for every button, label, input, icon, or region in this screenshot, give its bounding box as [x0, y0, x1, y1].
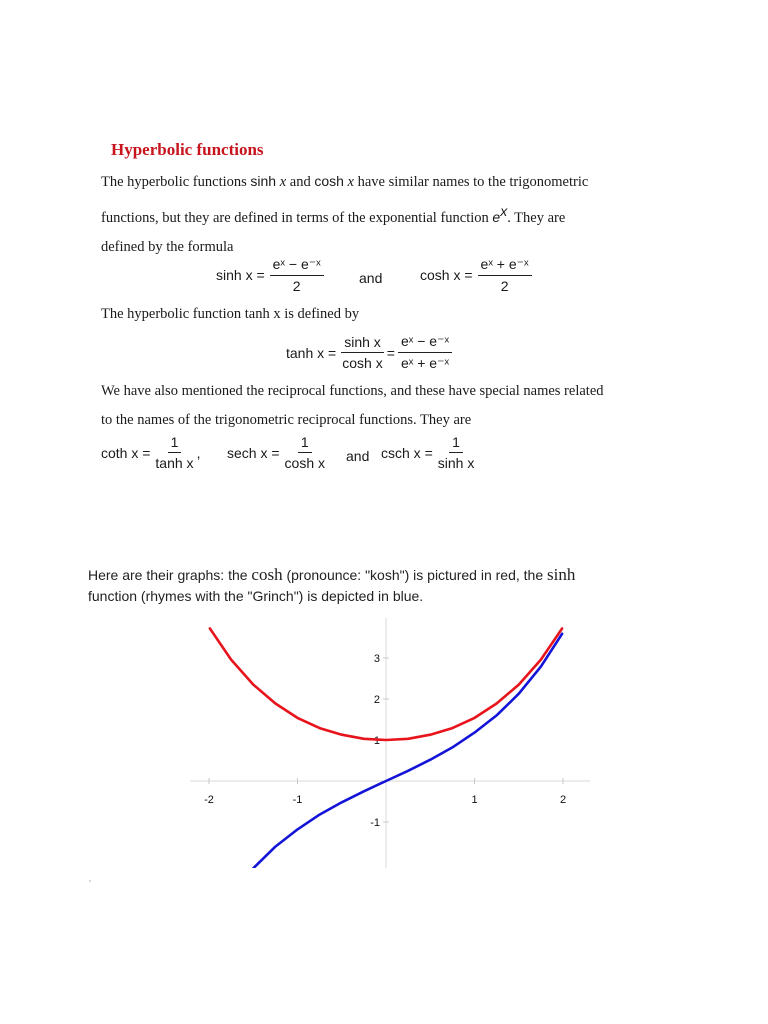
comma: , — [196, 444, 201, 461]
formula-lhs: sinh x = — [216, 267, 265, 283]
formula-and-2 — [346, 448, 369, 464]
fraction-numerator: eˣ − e⁻ˣ — [398, 333, 452, 353]
paragraph-intro — [101, 167, 661, 262]
formula-lhs: tanh x = — [286, 344, 337, 361]
fraction — [285, 434, 325, 471]
paragraph-reciprocal-line-2: to the names of the trigonometric reciprocal functions. They are — [101, 412, 472, 428]
fraction-numerator: 1 — [168, 434, 182, 453]
math-cosh: cosh — [251, 565, 283, 584]
formula-coth — [101, 434, 200, 471]
paragraph-reciprocal — [101, 377, 681, 435]
fraction — [341, 334, 384, 371]
paragraph-intro-line-1 — [101, 167, 661, 197]
fraction-numerator: eˣ + e⁻ˣ — [478, 256, 532, 276]
x-tick-label: -1 — [292, 794, 303, 806]
text-run: function (rhymes with the "Grinch") is depicted in blue. — [88, 588, 424, 604]
formula-and-word: and — [359, 270, 383, 286]
graph-axes — [190, 618, 590, 868]
fraction — [155, 434, 193, 471]
paragraph-tanh: The hyperbolic function tanh x is defined by — [101, 306, 360, 322]
math-cosh: cosh — [314, 173, 344, 189]
fraction-numerator: eˣ − e⁻ˣ — [270, 256, 324, 276]
formula-lhs: csch x = — [381, 444, 433, 461]
x-tick-label: 2 — [559, 794, 567, 806]
formula-and — [359, 270, 382, 286]
fraction-denominator: 2 — [292, 278, 301, 294]
fraction-denominator: 2 — [500, 278, 509, 294]
paragraph-intro-line-3: defined by the formula — [101, 238, 234, 255]
fraction — [270, 256, 324, 294]
fraction-numerator: sinh x — [341, 334, 384, 353]
formula-sinh — [216, 256, 327, 294]
fraction-numerator: 1 — [298, 434, 312, 453]
equals-sign: = — [386, 344, 395, 361]
fraction-denominator: sinh x — [437, 455, 475, 471]
y-tick-label: 3 — [373, 653, 380, 665]
formula-cosh — [420, 256, 535, 294]
y-tick-label: 2 — [373, 694, 380, 706]
text-run: Here are their graphs: the — [88, 567, 252, 583]
text-run: functions, but they are defined in terms of the exponential function — [101, 209, 493, 226]
stray-mark — [89, 880, 91, 882]
math-e: e — [492, 208, 501, 225]
y-tick-label: -1 — [370, 817, 380, 829]
fraction-denominator: cosh x — [342, 355, 383, 371]
fraction-denominator: eˣ + e⁻ˣ — [400, 355, 450, 371]
y-tick-label: 1 — [373, 735, 380, 747]
text-run: (pronounce: "kosh") is pictured in red, the — [282, 567, 548, 583]
fraction — [438, 434, 475, 471]
formula-and-word: and — [346, 448, 370, 464]
math-exponent: x — [500, 203, 508, 219]
formula-lhs: cosh x = — [420, 267, 473, 283]
hyperbolic-graph — [190, 618, 590, 868]
fraction-numerator: 1 — [449, 434, 463, 453]
formula-sech — [227, 434, 328, 471]
paragraph-intro-line-2 — [101, 197, 661, 233]
text-run: and — [286, 174, 315, 190]
fraction-denominator: cosh x — [284, 455, 325, 471]
fraction — [398, 333, 452, 372]
section-heading: Hyperbolic functions — [111, 140, 264, 159]
formula-tanh — [286, 333, 455, 372]
math-x: x — [279, 174, 287, 190]
text-run: have similar names to the trigonometric — [353, 174, 589, 190]
fraction-denominator: tanh x — [155, 455, 194, 471]
text-run: The hyperbolic functions — [101, 174, 251, 190]
math-sinh: sinh — [547, 565, 576, 584]
formula-csch — [381, 434, 477, 471]
x-tick-label: -2 — [204, 794, 214, 806]
text-run: . They are — [507, 209, 566, 226]
math-x: x — [347, 174, 354, 190]
fraction — [478, 256, 532, 294]
math-sinh: sinh — [250, 173, 277, 189]
sinh-curve — [233, 634, 562, 868]
x-tick-label: 1 — [471, 794, 478, 806]
paragraph-reciprocal-line-1: We have also mentioned the reciprocal functions, and these have special names related — [101, 383, 604, 399]
formula-lhs: coth x = — [101, 444, 151, 461]
formula-lhs: sech x = — [227, 444, 280, 461]
graph-intro — [88, 564, 648, 607]
